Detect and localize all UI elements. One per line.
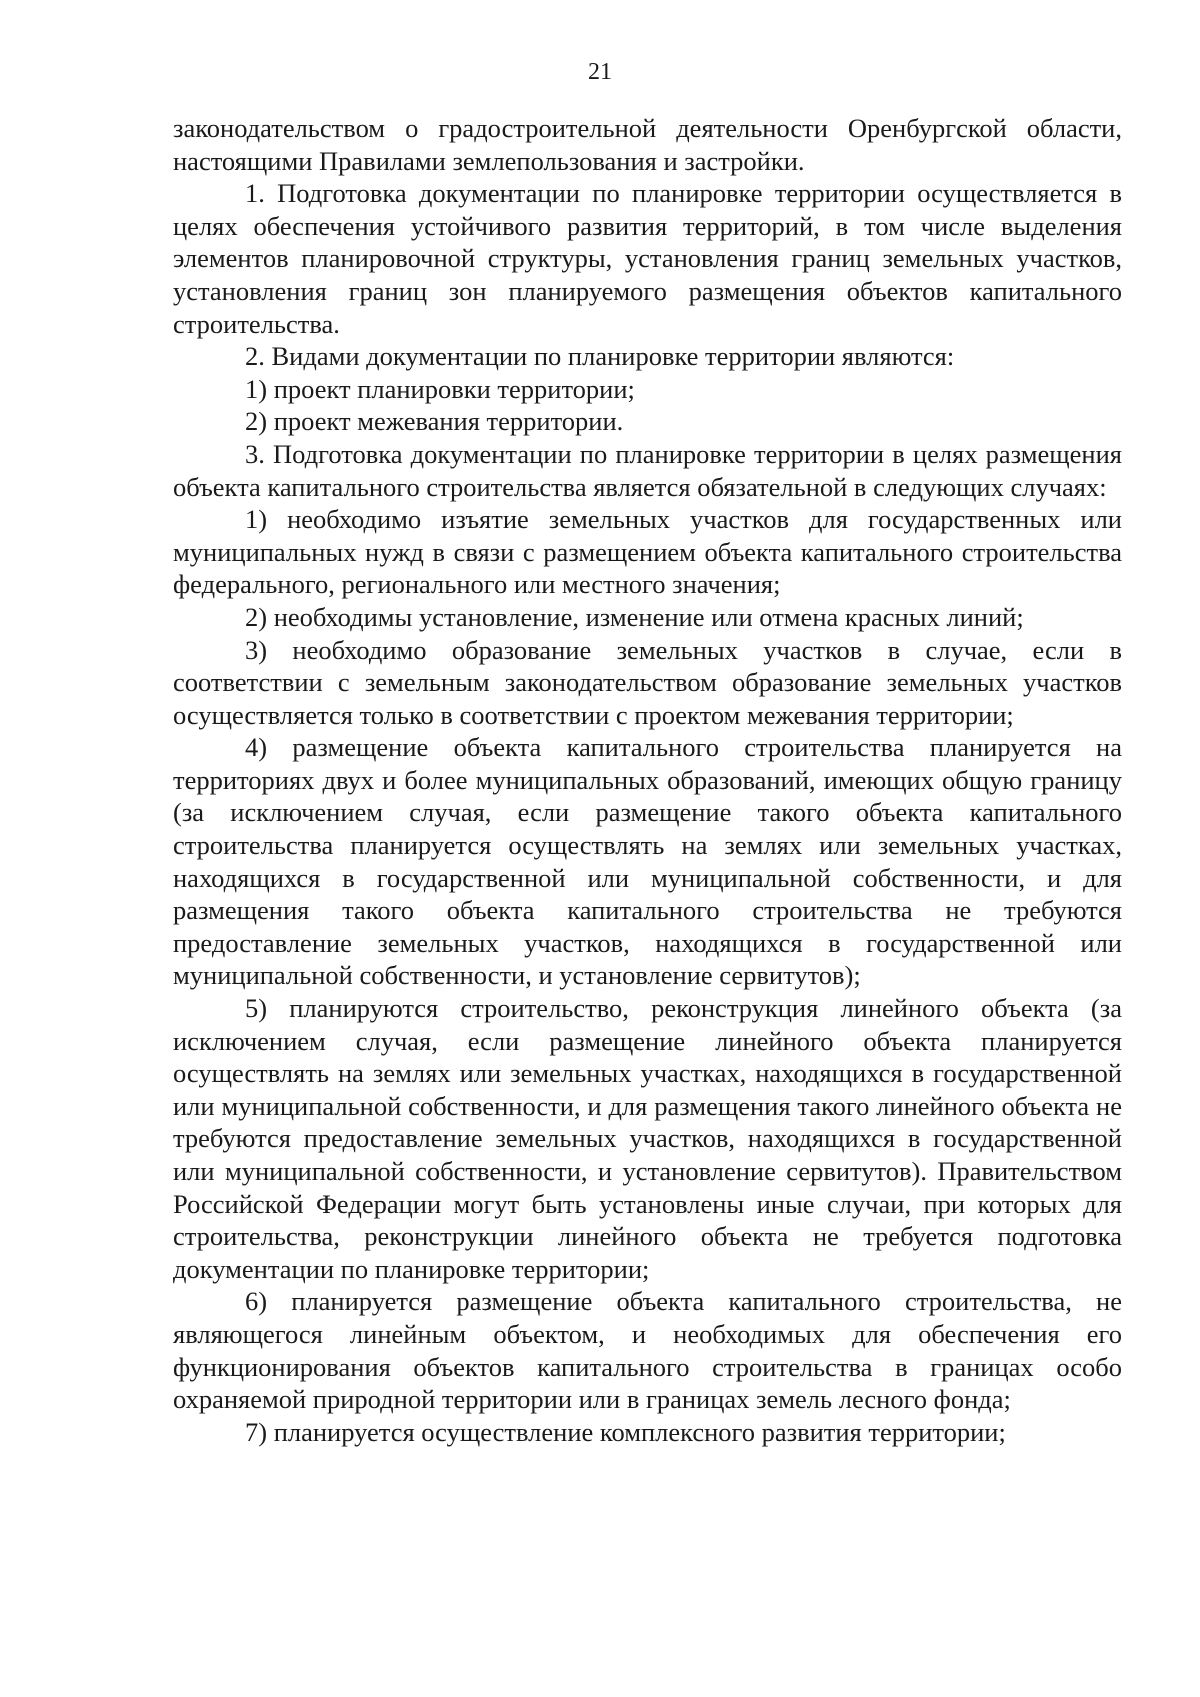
subitem-3-7: 7) планируется осуществление комплексного развития территории;	[245, 1416, 1006, 1447]
subitem-3-2: 2) необходимы установление, изменение или отмена красных линий;	[245, 601, 1024, 632]
subitem-3-1: 1) необходимо изъятие земельных участков для государственных или муниципальных нужд в связи с размещением объекта капитального строительства федерального, регионального или местного значения;	[173, 504, 1122, 600]
paragraph-item-2: 2. Видами документации по планировке территории являются:	[245, 341, 955, 372]
paragraph-item-3: 3. Подготовка документации по планировке территории в целях размещения объекта капитального строительства является обязательной в следующих случаях:	[173, 438, 1122, 502]
subitem-3-5: 5) планируются строительство, реконструкция линейного объекта (за исключением случая, если размещение линейного объекта планируется осуществлять на землях или земельных участках, находящихся в государственной или муниципальной собственности, и для размещения такого линейного объекта не требуются предоставление земельных участков, находящихся в государственной или муниципальной собственности, и установление сервитутов). Правительством Российской Федерации могут быть установлены иные случаи, при которых для строительства, реконструкции линейного объекта не требуется подготовка документации по планировке территории;	[173, 993, 1122, 1284]
subitem-3-3: 3) необходимо образование земельных участков в случае, если в соответствии с земельным законодательством образование земельных участков осуществляется только в соответствии с проектом межевания территории;	[173, 634, 1122, 730]
page-number: 21	[588, 59, 612, 85]
subitem-3-6: 6) планируется размещение объекта капитального строительства, не являющегося линейным объектом, и необходимых для обеспечения его функционирования объектов капитального строительства в границах особо охраняемой природной территории или в границах земель лесного фонда;	[173, 1286, 1122, 1415]
subitem-2-1: 1) проект планировки территории;	[245, 373, 635, 404]
paragraph-item-1: 1. Подготовка документации по планировке территории осуществляется в целях обеспечения устойчивого развития территорий, в том числе выделения элементов планировочной структуры, установления границ земельных участков, установления границ зон планируемого размещения объектов капитального строительства.	[173, 178, 1122, 339]
subitem-3-4: 4) размещение объекта капитального строительства планируется на территориях двух и более муниципальных образований, имеющих общую границу (за исключением случая, если размещение такого объекта капитального строительства планируется осуществлять на землях или земельных участках, находящихся в государственной или муниципальной собственности, и для размещения такого объекта капитального строительства не требуются предоставление земельных участков, находящихся в государственной или муниципальной собственности, и установление сервитутов);	[173, 732, 1122, 991]
document-body	[173, 112, 1122, 1448]
paragraph-continuation: законодательством о градостроительной деятельности Оренбургской области, настоящими Правилами землепользования и застройки.	[173, 113, 1122, 176]
subitem-2-2: 2) проект межевания территории.	[245, 406, 624, 437]
